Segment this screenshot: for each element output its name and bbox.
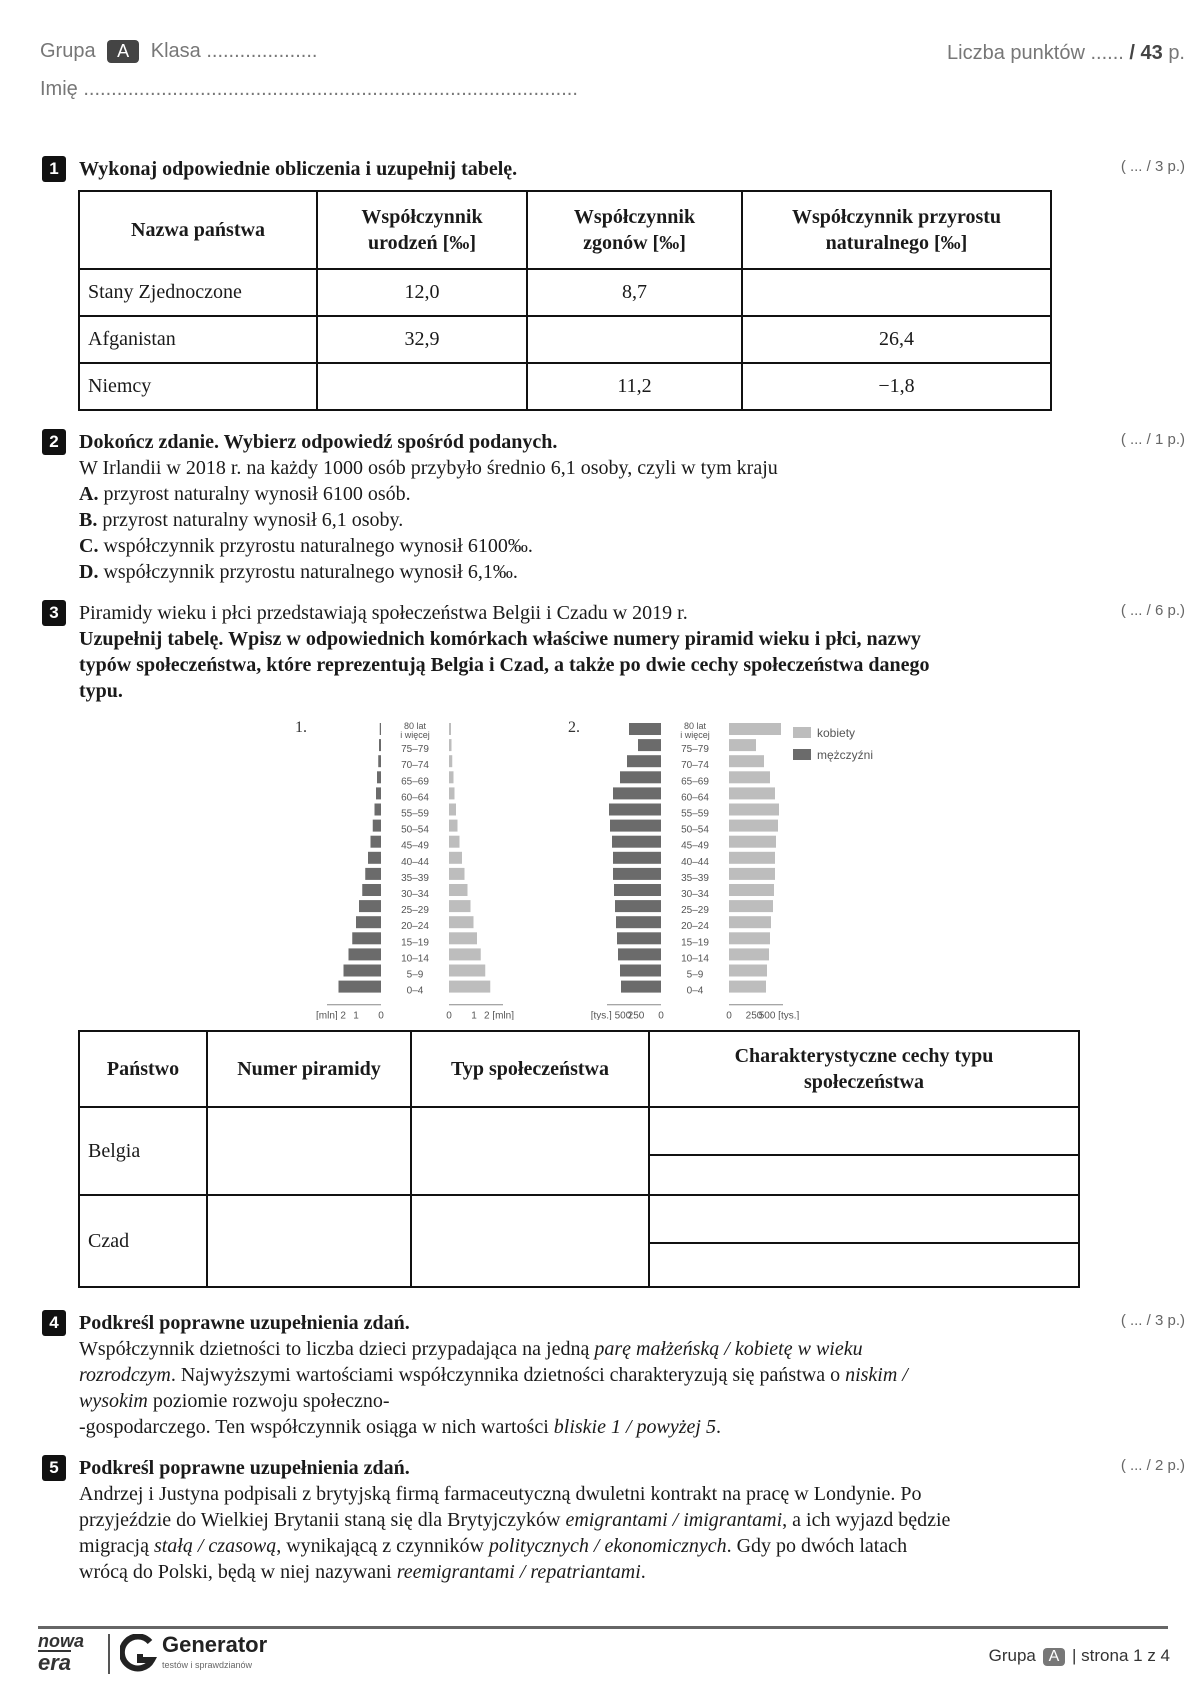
task-4-text-line: -gospodarczego. Ten współczynnik osiąga w nich wartości bliskie 1 / powyżej 5. bbox=[79, 1416, 721, 1438]
pyramid-bar-female bbox=[729, 723, 781, 735]
pyramid-bar-male bbox=[377, 771, 381, 783]
t1-cell-country: Niemcy bbox=[79, 363, 317, 410]
task-5-text-line: migracją stałą / czasową, wynikającą z czynników politycznych / ekonomicznych. Gdy po dwóch latach bbox=[79, 1535, 908, 1557]
footer-divider bbox=[38, 1626, 1168, 1629]
pyramid-bar-male bbox=[373, 820, 381, 832]
legend-label: kobiety bbox=[817, 726, 856, 740]
pyramid-bar-male bbox=[368, 852, 381, 864]
name-blank[interactable]: ......................................................................................... bbox=[83, 78, 578, 100]
t1-cell-deaths-blank[interactable] bbox=[527, 316, 742, 363]
legend-label: mężczyźni bbox=[817, 748, 874, 762]
pyramid-bar-female bbox=[729, 836, 776, 848]
nowa-era-logo: nowa era bbox=[38, 1631, 85, 1675]
pyramid-age-label: 75–79 bbox=[401, 744, 429, 756]
pyramid-bar-female bbox=[449, 868, 465, 880]
pyramid-bar-female bbox=[449, 723, 451, 735]
task-2-option-b[interactable]: B. przyrost naturalny wynosił 6,1 osoby. bbox=[79, 509, 404, 531]
pyramid-bar-male bbox=[616, 916, 661, 928]
pyramid-age-label: 60–64 bbox=[401, 792, 429, 804]
pyramid-age-label: 5–9 bbox=[686, 969, 704, 981]
pyramid-age-label: 80 lat bbox=[403, 721, 427, 731]
choice-permanent-temporary[interactable]: stałą / czasową bbox=[153, 1535, 277, 1557]
task-4-text-line: rozrodczym. Najwyższymi wartościami współczynnika dzietności charakteryzują się państwa o niskim / bbox=[79, 1364, 908, 1386]
pyramid-bar-female bbox=[729, 900, 773, 912]
pyramid-bar-female bbox=[729, 965, 767, 977]
pyramid-bar-female bbox=[449, 804, 456, 816]
pyramid-bar-male bbox=[621, 981, 661, 993]
t1-cell-country: Afganistan bbox=[79, 316, 317, 363]
group-label: Grupa bbox=[40, 40, 96, 62]
pyramid-age-label: 5–9 bbox=[406, 969, 424, 981]
pyramid-bar-male bbox=[362, 884, 381, 896]
pyramid-bar-male bbox=[613, 852, 661, 864]
pyramid-bar-female bbox=[729, 739, 756, 751]
pyramid-bar-male bbox=[349, 948, 382, 960]
pyramid-tick-label: 0 bbox=[726, 1010, 732, 1020]
points-total-field bbox=[947, 42, 1185, 65]
class-blank[interactable]: .................... bbox=[206, 40, 318, 62]
t1-header-country: Nazwa państwa bbox=[79, 191, 317, 269]
task-1-table bbox=[78, 190, 1052, 411]
pyramid-bar-male bbox=[356, 916, 381, 928]
pyramid-bar-female bbox=[729, 868, 775, 880]
pyramid-age-label: 20–24 bbox=[681, 921, 709, 933]
task-2-option-d[interactable]: D. współczynnik przyrostu naturalnego wynosił 6,1‰. bbox=[79, 561, 518, 583]
t3-cell-type-blank[interactable] bbox=[411, 1195, 649, 1287]
pyramid-age-label: 35–39 bbox=[401, 872, 429, 884]
pyramid-bar-female bbox=[729, 804, 779, 816]
choice-couple-or-woman[interactable]: parę małżeńską / kobietę w wieku bbox=[594, 1338, 863, 1360]
t3-cell-feature-blank[interactable] bbox=[649, 1243, 1079, 1287]
group-field bbox=[40, 40, 317, 63]
footer-logo-divider bbox=[108, 1634, 110, 1674]
task-3-instruction-line: typów społeczeństwa, które reprezentują Belgia i Czad, a także po dwie cechy społeczeństwa danego bbox=[79, 654, 930, 676]
generator-icon bbox=[120, 1634, 158, 1674]
pyramid-bar-female bbox=[729, 916, 771, 928]
pyramid-age-label: 55–59 bbox=[681, 808, 709, 820]
pyramid-age-label: 0–4 bbox=[406, 985, 424, 997]
pyramid-age-label: 70–74 bbox=[681, 760, 709, 772]
pyramid-bar-male bbox=[378, 755, 381, 767]
pyramid-title: 1. bbox=[295, 719, 307, 736]
pyramid-age-label: i więcej bbox=[680, 730, 710, 740]
t3-cell-type-blank[interactable] bbox=[411, 1107, 649, 1195]
t3-header-features: Charakterystyczne cechy typu społeczeństwa bbox=[649, 1031, 1079, 1107]
task-2-stem: W Irlandii w 2018 r. na każdy 1000 osób przybyło średnio 6,1 osoby, czyli w tym kraju bbox=[79, 457, 778, 479]
task-5-number: 5 bbox=[42, 1455, 66, 1481]
pyramid-bar-female bbox=[449, 739, 452, 751]
pyramid-age-label: 10–14 bbox=[401, 953, 429, 965]
class-label: Klasa bbox=[150, 40, 201, 62]
pyramid-age-label: 25–29 bbox=[401, 905, 429, 917]
pyramid-bar-male bbox=[620, 771, 661, 783]
task-4-text-line: wysokim poziomie rozwoju społeczno- bbox=[79, 1390, 390, 1412]
choice-factors[interactable]: politycznych / ekonomicznych bbox=[488, 1535, 727, 1557]
pyramid-bar-female bbox=[729, 820, 778, 832]
pyramid-title: 2. bbox=[568, 719, 580, 736]
pyramid-bar-female bbox=[449, 900, 471, 912]
pyramid-age-label: 40–44 bbox=[681, 856, 709, 868]
choice-migrants[interactable]: emigrantami / imigrantami bbox=[565, 1509, 783, 1531]
t3-cell-feature-blank[interactable] bbox=[649, 1155, 1079, 1195]
pyramid-tick-label: 1 bbox=[471, 1010, 477, 1020]
page-number: | strona 1 z 4 bbox=[1072, 1646, 1170, 1665]
pyramid-bar-male bbox=[618, 948, 661, 960]
task-3-points: ( ... / 6 p.) bbox=[1120, 602, 1185, 619]
legend-swatch bbox=[793, 749, 811, 760]
t3-header-type: Typ społeczeństwa bbox=[411, 1031, 649, 1107]
task-5-instruction: Podkreśl poprawne uzupełnienia zdań. bbox=[79, 1457, 410, 1479]
table-row bbox=[79, 363, 1051, 410]
pyramid-bar-female bbox=[449, 755, 452, 767]
task-2-number: 2 bbox=[42, 429, 66, 455]
pyramid-bar-male bbox=[629, 723, 661, 735]
choice-value[interactable]: bliskie 1 / powyżej 5 bbox=[553, 1416, 716, 1438]
pyramid-bar-male bbox=[344, 965, 382, 977]
pyramid-bar-female bbox=[449, 948, 481, 960]
points-label: Liczba punktów bbox=[947, 42, 1085, 64]
task-4-number: 4 bbox=[42, 1310, 66, 1336]
pyramid-age-label: i więcej bbox=[400, 730, 430, 740]
pyramid-bar-female bbox=[729, 932, 770, 944]
name-label: Imię bbox=[40, 78, 78, 100]
pyramid-age-label: 50–54 bbox=[401, 824, 429, 836]
pyramid-bar-female bbox=[449, 981, 490, 993]
task-4-text-line: Współczynnik dzietności to liczba dzieci przypadająca na jedną parę małżeńską / kobietę w wieku bbox=[79, 1338, 863, 1360]
pyramid-tick-label: [mln] 2 bbox=[315, 1010, 347, 1020]
t1-cell-country: Stany Zjednoczone bbox=[79, 269, 317, 316]
pyramid-bar-male bbox=[615, 900, 661, 912]
choice-low-or-high[interactable]: niskim / bbox=[845, 1364, 908, 1386]
pyramid-bar-female bbox=[729, 884, 774, 896]
pyramid-bar-female bbox=[729, 948, 769, 960]
table-row bbox=[79, 1107, 1079, 1155]
pyramid-bar-male bbox=[614, 884, 661, 896]
pyramid-bar-male bbox=[620, 965, 661, 977]
pyramid-age-label: 75–79 bbox=[681, 744, 709, 756]
pyramid-tick-label: 0 bbox=[446, 1010, 452, 1020]
pyramid-bar-female bbox=[729, 852, 775, 864]
pyramid-age-label: 25–29 bbox=[681, 905, 709, 917]
pyramid-tick-label: 1 bbox=[353, 1010, 359, 1020]
task-3-instruction-line: typu. bbox=[79, 680, 123, 702]
task-1-instruction: Wykonaj odpowiednie obliczenia i uzupełnij tabelę. bbox=[79, 158, 518, 180]
pyramid-bar-female bbox=[449, 820, 458, 832]
points-blank[interactable]: ...... bbox=[1090, 42, 1124, 64]
pyramid-bar-male bbox=[380, 723, 381, 735]
table-row bbox=[79, 1195, 1079, 1243]
population-pyramids bbox=[0, 705, 1200, 1020]
pyramid-tick-label: 2 [mln] bbox=[483, 1010, 515, 1020]
pyramid-age-label: 65–69 bbox=[401, 776, 429, 788]
footer-group-label: Grupa bbox=[988, 1646, 1036, 1665]
t3-header-country: Państwo bbox=[79, 1031, 207, 1107]
task-4-instruction: Podkreśl poprawne uzupełnienia zdań. bbox=[79, 1312, 410, 1334]
t1-header-growth: Współczynnik przyrostu naturalnego [‰] bbox=[742, 191, 1051, 269]
pyramid-bar-male bbox=[617, 932, 661, 944]
t3-cell-country: Belgia bbox=[79, 1107, 207, 1195]
task-5-text-line: Andrzej i Justyna podpisali z brytyjską firmą farmaceutyczną dwuletni kontrakt na pracę w Londynie. Po bbox=[79, 1483, 922, 1505]
pyramid-bar-male bbox=[371, 836, 382, 848]
pyramid-age-label: 80 lat bbox=[683, 721, 707, 731]
pyramid-bar-male bbox=[612, 836, 661, 848]
t3-cell-country: Czad bbox=[79, 1195, 207, 1287]
pyramid-age-label: 15–19 bbox=[401, 937, 429, 949]
table-row bbox=[79, 269, 1051, 316]
task-5-text-line: wrócą do Polski, będą w niej nazywani reemigrantami / repatriantami. bbox=[79, 1561, 646, 1583]
points-unit: p. bbox=[1168, 42, 1185, 64]
pyramid-bar-male bbox=[610, 820, 661, 832]
task-2-option-a[interactable]: A. przyrost naturalny wynosił 6100 osób. bbox=[79, 483, 411, 505]
pyramid-tick-label: 250 bbox=[627, 1010, 645, 1020]
pyramid-tick-label: 250 bbox=[745, 1010, 763, 1020]
points-sep: / bbox=[1129, 42, 1135, 64]
t1-cell-growth-blank[interactable] bbox=[742, 269, 1051, 316]
pyramid-tick-label: 500 [tys.] bbox=[758, 1010, 800, 1020]
t1-cell-growth: 26,4 bbox=[742, 316, 1051, 363]
pyramid-age-label: 50–54 bbox=[681, 824, 709, 836]
pyramid-bar-female bbox=[449, 836, 460, 848]
pyramid-bar-male bbox=[638, 739, 661, 751]
task-2-points: ( ... / 1 p.) bbox=[1120, 431, 1185, 448]
pyramid-age-label: 20–24 bbox=[401, 921, 429, 933]
pyramid-bar-female bbox=[729, 771, 770, 783]
pyramid-bar-male bbox=[609, 804, 661, 816]
pyramid-age-label: 0–4 bbox=[686, 985, 704, 997]
pyramid-bar-female bbox=[729, 755, 764, 767]
pyramid-bar-female bbox=[449, 932, 477, 944]
pyramid-bar-male bbox=[359, 900, 381, 912]
pyramid-age-label: 30–34 bbox=[681, 889, 709, 900]
pyramid-bar-female bbox=[729, 981, 766, 993]
t3-header-pyramid: Numer piramidy bbox=[207, 1031, 411, 1107]
task-5-points: ( ... / 2 p.) bbox=[1120, 1457, 1185, 1474]
t3-cell-pyramid-blank[interactable] bbox=[207, 1195, 411, 1287]
pyramid-bar-male bbox=[375, 804, 382, 816]
points-total: 43 bbox=[1140, 42, 1163, 64]
pyramid-bar-female bbox=[449, 852, 462, 864]
pyramid-age-label: 60–64 bbox=[681, 792, 709, 804]
pyramid-bar-male bbox=[627, 755, 661, 767]
t1-header-births: Współczynnik urodzeń [‰] bbox=[317, 191, 527, 269]
page-indicator bbox=[989, 1646, 1170, 1666]
footer-group-badge: A bbox=[1043, 1648, 1066, 1666]
pyramid-age-label: 45–49 bbox=[681, 840, 709, 852]
t1-cell-deaths: 8,7 bbox=[527, 269, 742, 316]
pyramid-age-label: 10–14 bbox=[681, 953, 709, 965]
pyramid-bar-female bbox=[449, 916, 474, 928]
generator-logo-subtext: testów i sprawdzianów bbox=[162, 1660, 253, 1670]
pyramid-tick-label: 0 bbox=[378, 1010, 384, 1020]
pyramid-age-label: 35–39 bbox=[681, 872, 709, 884]
choice-returnees[interactable]: reemigrantami / repatriantami bbox=[396, 1561, 641, 1583]
t1-cell-births: 12,0 bbox=[317, 269, 527, 316]
pyramid-bar-male bbox=[352, 932, 381, 944]
pyramid-bar-female bbox=[449, 771, 454, 783]
task-2-instruction: Dokończ zdanie. Wybierz odpowiedź spośród podanych. bbox=[79, 431, 558, 453]
pyramid-bar-male bbox=[376, 787, 381, 799]
pyramid-bar-female bbox=[449, 884, 468, 896]
pyramid-bar-male bbox=[339, 981, 382, 993]
t3-cell-feature-blank[interactable] bbox=[649, 1195, 1079, 1243]
task-3-intro: Piramidy wieku i płci przedstawiają społeczeństwa Belgii i Czadu w 2019 r. bbox=[79, 602, 688, 624]
t3-cell-pyramid-blank[interactable] bbox=[207, 1107, 411, 1195]
task-4-points: ( ... / 3 p.) bbox=[1120, 1312, 1185, 1329]
pyramid-age-label: 70–74 bbox=[401, 760, 429, 772]
task-1-number: 1 bbox=[42, 156, 66, 182]
pyramid-bar-male bbox=[379, 739, 381, 751]
generator-logo-text: Generator bbox=[162, 1632, 268, 1657]
t3-cell-feature-blank[interactable] bbox=[649, 1107, 1079, 1155]
pyramid-age-label: 15–19 bbox=[681, 937, 709, 949]
task-3-number: 3 bbox=[42, 600, 66, 626]
task-3-table bbox=[78, 1030, 1080, 1288]
pyramid-tick-label: [tys.] 500 bbox=[590, 1010, 632, 1020]
pyramid-age-label: 40–44 bbox=[401, 856, 429, 868]
pyramid-tick-label: 0 bbox=[658, 1010, 664, 1020]
pyramid-bar-female bbox=[449, 965, 485, 977]
pyramid-age-label: 30–34 bbox=[401, 889, 429, 900]
pyramid-bar-male bbox=[613, 868, 661, 880]
pyramid-bar-male bbox=[365, 868, 381, 880]
group-badge: A bbox=[107, 40, 139, 63]
table-row bbox=[79, 316, 1051, 363]
pyramid-bar-male bbox=[613, 787, 661, 799]
name-field bbox=[40, 78, 578, 101]
t1-cell-deaths: 11,2 bbox=[527, 363, 742, 410]
legend-swatch bbox=[793, 727, 811, 738]
t1-cell-births: 32,9 bbox=[317, 316, 527, 363]
pyramid-bar-female bbox=[729, 787, 775, 799]
pyramid-age-label: 45–49 bbox=[401, 840, 429, 852]
pyramid-age-label: 65–69 bbox=[681, 776, 709, 788]
task-5-text-line: przyjeździe do Wielkiej Brytanii staną się dla Brytyjczyków emigrantami / imigrantami, a ich wyjazd będzie bbox=[79, 1509, 951, 1531]
t1-header-deaths: Współczynnik zgonów [‰] bbox=[527, 191, 742, 269]
t1-cell-growth: −1,8 bbox=[742, 363, 1051, 410]
task-3-instruction-line: Uzupełnij tabelę. Wpisz w odpowiednich komórkach właściwe numery piramid wieku i płci, nazwy bbox=[79, 628, 921, 650]
task-2-option-c[interactable]: C. współczynnik przyrostu naturalnego wynosił 6100‰. bbox=[79, 535, 533, 557]
task-1-points: ( ... / 3 p.) bbox=[1120, 158, 1185, 175]
pyramid-bar-female bbox=[449, 787, 455, 799]
pyramid-age-label: 55–59 bbox=[401, 808, 429, 820]
t1-cell-births-blank[interactable] bbox=[317, 363, 527, 410]
